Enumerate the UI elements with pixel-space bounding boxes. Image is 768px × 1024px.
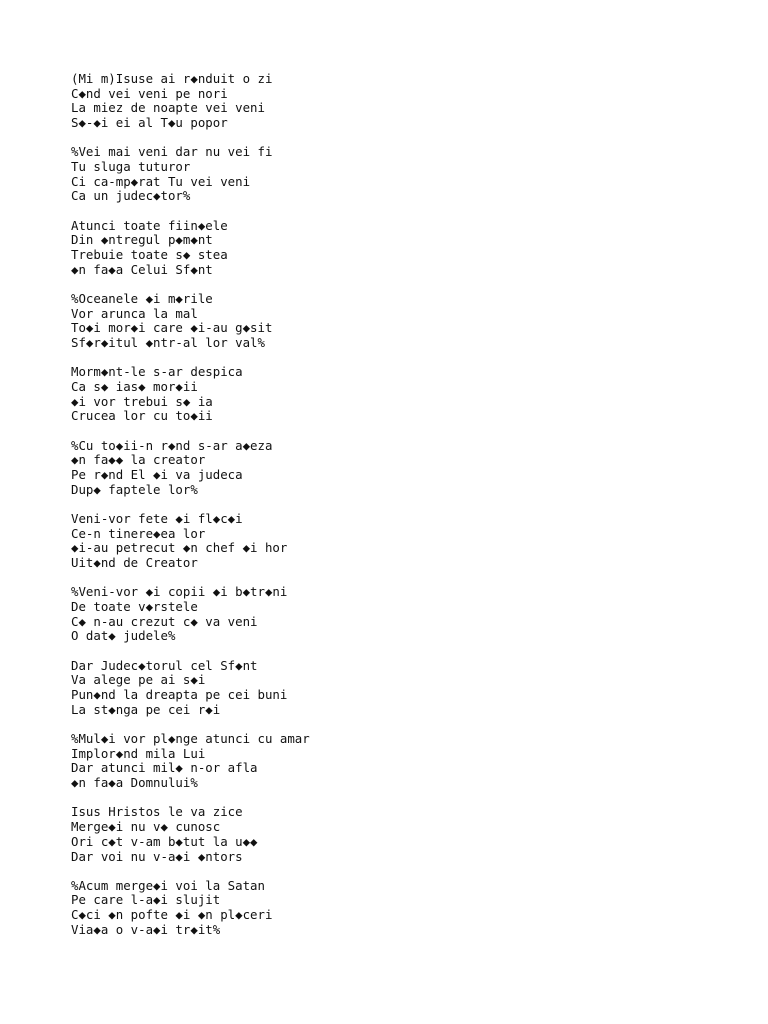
lyric-line: Vor arunca la mal — [71, 305, 198, 321]
lyric-line: Merge◆i nu v◆ cunosc — [71, 819, 221, 835]
lyric-line: Isus Hristos le va zice — [71, 804, 243, 820]
lyric-line: De toate v◆rstele — [71, 599, 198, 615]
lyric-line: Dar Judec◆torul cel Sf◆nt — [71, 657, 258, 673]
lyric-line: Dar voi nu v-a◆i ◆ntors — [71, 848, 243, 864]
lyric-line: Ca un judec◆tor% — [71, 188, 191, 204]
stanza-1 — [71, 72, 751, 131]
lyric-line: Dar atunci mil◆ n-or afla — [71, 760, 258, 776]
stanza-8 — [71, 585, 751, 644]
lyric-line: Via◆a o v-a◆i tr◆it% — [71, 921, 221, 937]
lyric-line: Ori c◆t v-am b◆tut la u◆◆ — [71, 833, 258, 849]
stanza-5 — [71, 365, 751, 424]
lyric-line: %Acum merge◆i voi la Satan — [71, 877, 265, 893]
stanza-9 — [71, 659, 751, 718]
lyric-line: Morm◆nt-le s-ar despica — [71, 364, 243, 380]
lyric-line: Va alege pe ai s◆i — [71, 672, 206, 688]
lyric-line: ◆n fa◆a Domnului% — [71, 775, 198, 791]
stanza-11 — [71, 805, 751, 864]
lyric-line: ◆n fa◆a Celui Sf◆nt — [71, 261, 213, 277]
lyric-line: %Vei mai veni dar nu vei fi — [71, 144, 273, 160]
lyric-line: Implor◆nd mila Lui — [71, 745, 206, 761]
lyric-line: O dat◆ judele% — [71, 628, 176, 644]
lyric-line: Crucea lor cu to◆ii — [71, 408, 213, 424]
lyric-line: Dup◆ faptele lor% — [71, 481, 198, 497]
lyric-line: C◆ci ◆n pofte ◆i ◆n pl◆ceri — [71, 907, 273, 923]
lyric-line: Tu sluga tuturor — [71, 159, 191, 175]
lyric-line: La st◆nga pe cei r◆i — [71, 701, 221, 717]
stanza-2 — [71, 145, 751, 204]
stanza-12 — [71, 879, 751, 938]
lyric-line: C◆nd vei veni pe nori — [71, 85, 228, 101]
stanza-6 — [71, 439, 751, 498]
lyric-line: (Mi m)Isuse ai r◆nduit o zi — [71, 71, 273, 86]
lyric-line: Sf◆r◆itul ◆ntr-al lor val% — [71, 335, 265, 351]
lyric-line: To◆i mor◆i care ◆i-au g◆sit — [71, 320, 273, 336]
lyric-line: %Cu to◆ii-n r◆nd s-ar a◆eza — [71, 437, 273, 453]
stanza-10 — [71, 732, 751, 791]
lyric-line: Din ◆ntregul p◆m◆nt — [71, 232, 213, 248]
lyric-line: Atunci toate fiin◆ele — [71, 217, 228, 233]
lyric-line: %Veni-vor ◆i copii ◆i b◆tr◆ni — [71, 584, 288, 600]
lyric-line: Pun◆nd la dreapta pe cei buni — [71, 687, 288, 703]
lyric-line: Veni-vor fete ◆i fl◆c◆i — [71, 511, 243, 527]
lyric-line: Pe r◆nd El ◆i va judeca — [71, 467, 243, 483]
lyric-line: C◆ n-au crezut c◆ va veni — [71, 613, 258, 629]
lyric-line: S◆-◆i ei al T◆u popor — [71, 115, 228, 131]
lyric-line: Uit◆nd de Creator — [71, 555, 198, 571]
stanza-7 — [71, 512, 751, 571]
lyric-line: Ce-n tinere◆ea lor — [71, 525, 206, 541]
lyric-line: Ci ca-mp◆rat Tu vei veni — [71, 173, 251, 189]
lyric-line: %Oceanele ◆i m◆rile — [71, 291, 213, 307]
lyric-line: Ca s◆ ias◆ mor◆ii — [71, 379, 198, 395]
lyric-line: Pe care l-a◆i slujit — [71, 892, 221, 908]
lyric-line: %Mul◆i vor pl◆nge atunci cu amar — [71, 731, 310, 747]
lyric-line: ◆n fa◆◆ la creator — [71, 452, 206, 468]
lyric-line: ◆i vor trebui s◆ ia — [71, 393, 213, 409]
lyric-line: La miez de noapte vei veni — [71, 100, 265, 116]
lyric-line: ◆i-au petrecut ◆n chef ◆i hor — [71, 540, 288, 556]
stanza-4 — [71, 292, 751, 351]
lyrics-document — [71, 72, 751, 952]
stanza-3 — [71, 219, 751, 278]
lyric-line: Trebuie toate s◆ stea — [71, 247, 228, 263]
